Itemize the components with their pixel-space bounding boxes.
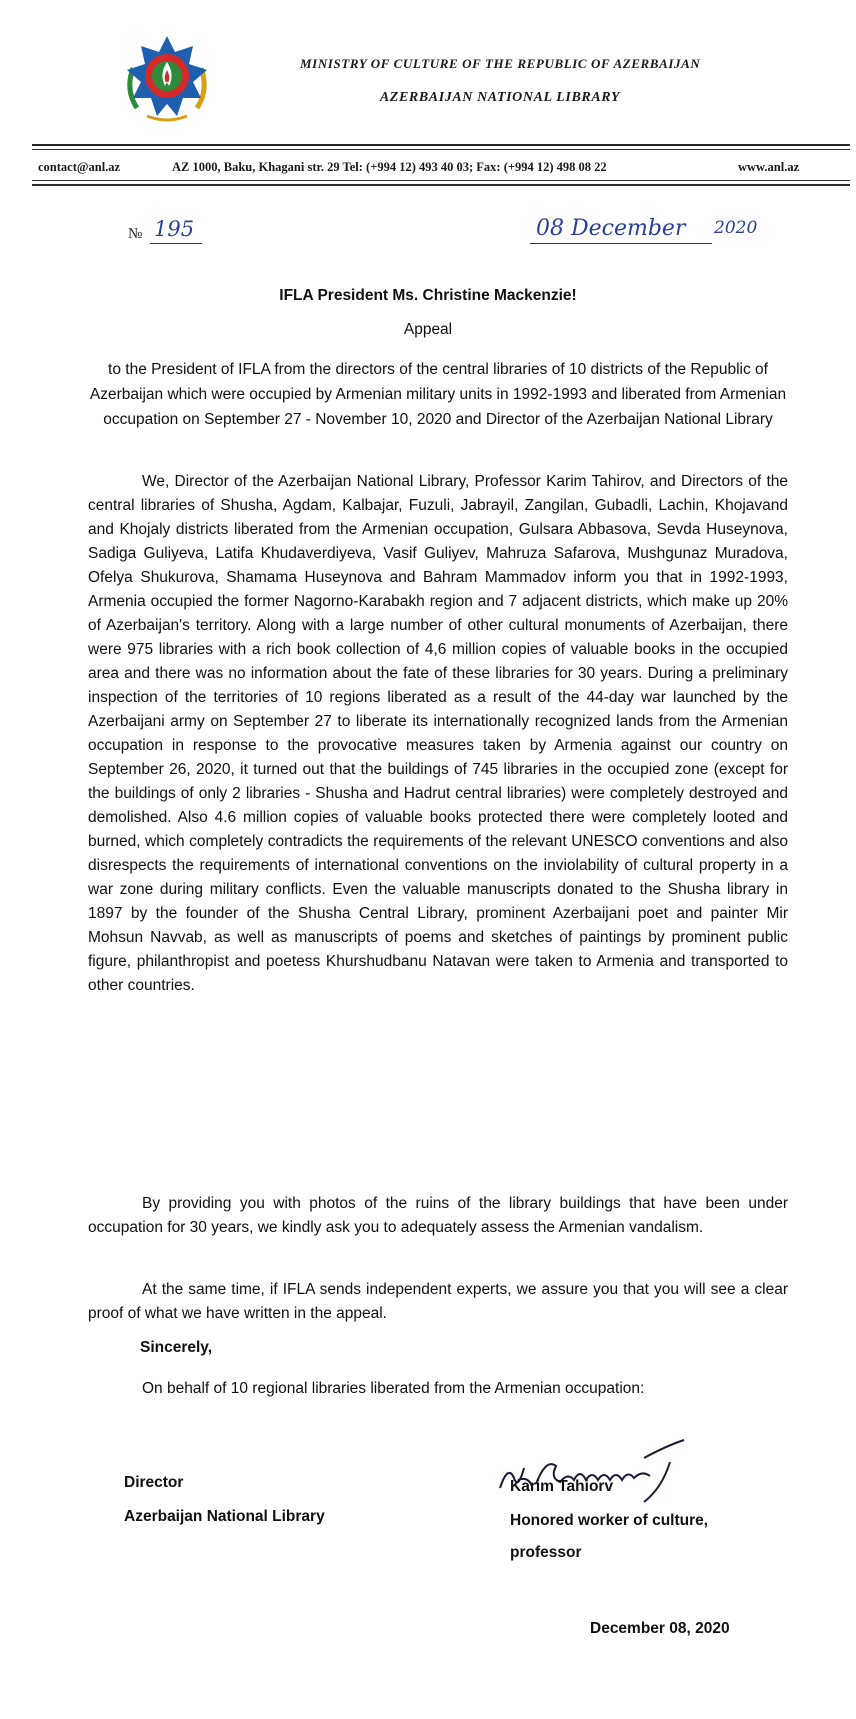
appeal-heading: Appeal bbox=[403, 321, 453, 338]
contact-address: AZ 1000, Baku, Khagani str. 29 Tel: (+994 12) 493 40 03; Fax: (+994 12) 498 08 22 bbox=[172, 160, 607, 174]
intro-paragraph: to the President of IFLA from the directors of the central libraries of 10 districts of the Republic of Azerbaijan which were occupied by Armenian military units in 1992-1993 and liberated from Armenian occupation on September 27 - November 10, 2020 and Director of the Azerbaijan National Library bbox=[89, 361, 787, 428]
signatory-organization: Azerbaijan National Library bbox=[124, 1508, 325, 1525]
body-paragraph-4: On behalf of 10 regional libraries liberated from the Armenian occupation: bbox=[142, 1380, 645, 1397]
signatory-title: Director bbox=[124, 1474, 184, 1491]
azerbaijan-emblem-icon bbox=[117, 30, 217, 130]
body-paragraph-3: At the same time, if IFLA sends independent experts, we assure you that you will see a clear proof of what we have written in the appeal. bbox=[88, 1281, 788, 1322]
signatory-name: Karim Tahiorv bbox=[510, 1478, 614, 1495]
reference-year: 2020 bbox=[714, 218, 758, 238]
ministry-title: MINISTRY OF CULTURE OF THE REPUBLIC OF AZERBAIJAN bbox=[300, 56, 701, 71]
number-label: № bbox=[128, 226, 143, 242]
body-paragraph-1: We, Director of the Azerbaijan National Library, Professor Karim Tahirov, and Directors of the central libraries of Shusha, Agdam, Kalbajar, Fuzuli, Jabrayil, Zangilan, Gubadli, Lachin, Khojavand and Khojaly districts liberated from the Armenian occupation, Gulsara Abbasova, Sevda Huseynova, Sadiga Guliyeva, Latifa Khudaverdiyeva, Vasif Guliyev, Mahruza Safarova, Mushgunaz Muradova, Ofelya Shukurova, Shamama Huseynova and Bahram Mammadov inform you that in 1992-1993, Armenia occupied the former Nagorno-Karabakh region and 7 adjacent districts, which make up 20% of Azerbaijan's territory. Along with a large number of other cultural monuments of Azerbaijan, there were 975 libraries with a rich book collection of 4,6 million copies of valuable books in the occupied area and there was no information about the fate of these libraries for 30 years. During a preliminary inspection of the territories of 10 regions liberated as a result of the 44-day war launched by the Azerbaijani army on September 27 to liberate its internationally recognized lands from the Armenian occupation in response to the provocative measures taken by Armenia against our country on September 26, 2020, it turned out that the buildings of 745 libraries in the occupied zone (except for the buildings of only 2 libraries - Shusha and Hadrut central libraries) were completely destroyed and demolished. Also 4.6 million copies of valuable books protected there were completely looted and burned, which completely contradicts the requirements of the relevant UNESCO conventions and also disrespects the requirements of international conventions on the inviolability of cultural property in a war zone during military conflicts. Even the valuable manuscripts donated to the Shusha library in 1897 by the founder of the Shusha Central Library, prominent Azerbaijani poet and painter Mir Mohsun Navvab, as well as manuscripts of poems and sketches of paintings by prominent public figure, philanthropist and poetess Khurshudbanu Natavan were taken to Armenia and transported to other countries. bbox=[88, 473, 788, 994]
divider bbox=[32, 144, 850, 146]
reference-number: 195 bbox=[154, 217, 195, 241]
handwritten-date: 08 December bbox=[536, 216, 686, 241]
contact-email: contact@anl.az bbox=[38, 160, 121, 174]
body-paragraph-2: By providing you with photos of the ruins of the library buildings that have been under occupation for 30 years, we kindly ask you to adequately assess the Armenian vandalism. bbox=[88, 1195, 788, 1236]
handwritten-signature bbox=[494, 1428, 714, 1508]
number-underline bbox=[150, 243, 202, 244]
signatory-honor: Honored worker of culture, bbox=[510, 1512, 709, 1529]
divider bbox=[32, 180, 850, 181]
divider bbox=[32, 184, 850, 186]
footer-date: December 08, 2020 bbox=[590, 1620, 730, 1637]
signatory-rank: professor bbox=[510, 1544, 582, 1561]
date-underline bbox=[530, 243, 712, 244]
contact-website: www.anl.az bbox=[738, 160, 800, 174]
library-title: AZERBAIJAN NATIONAL LIBRARY bbox=[379, 90, 621, 105]
addressee-heading: IFLA President Ms. Christine Mackenzie! bbox=[279, 287, 577, 304]
divider bbox=[32, 149, 850, 150]
closing: Sincerely, bbox=[140, 1339, 213, 1356]
